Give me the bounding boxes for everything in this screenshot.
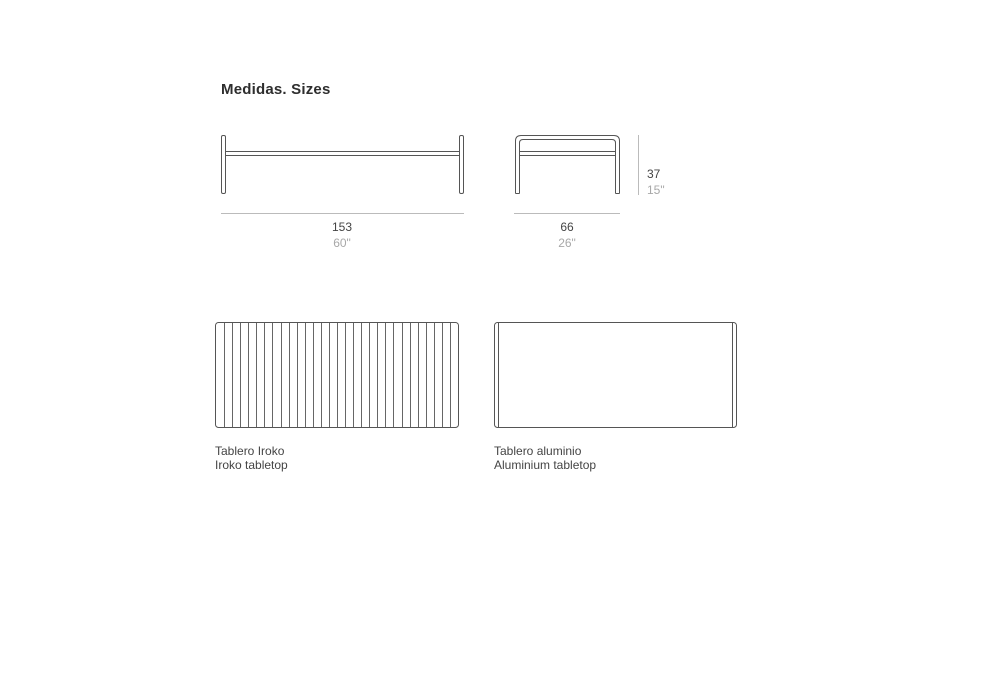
- front-left-leg: [222, 136, 226, 194]
- aluminium-tabletop-outline: [495, 323, 737, 428]
- side-outer-frame: [516, 136, 620, 194]
- front-elevation: [222, 136, 464, 194]
- iroko-caption: [215, 444, 288, 472]
- side-rail: [520, 152, 616, 156]
- depth-metric: 66: [560, 220, 574, 234]
- height-imperial: 15": [647, 183, 665, 197]
- aluminium-label-es: Tablero aluminio: [494, 444, 582, 458]
- aluminium-label-en: Aluminium tabletop: [494, 458, 597, 472]
- height-metric: 37: [647, 167, 661, 181]
- iroko-slats: [225, 323, 451, 427]
- aluminium-caption: [494, 444, 596, 472]
- length-metric: 153: [331, 220, 353, 234]
- side-inner-frame: [520, 140, 616, 194]
- length-imperial: 60": [333, 236, 351, 250]
- length-dimension: [302, 219, 382, 251]
- depth-imperial: 26": [558, 236, 576, 250]
- aluminium-tabletop-plan: [495, 323, 737, 428]
- side-elevation: [516, 136, 620, 194]
- iroko-label-en: Iroko tabletop: [215, 458, 288, 472]
- page-title: Medidas. Sizes: [221, 81, 331, 98]
- iroko-label-es: Tablero Iroko: [215, 444, 285, 458]
- depth-dimension: [527, 219, 607, 251]
- height-dimension: [647, 166, 665, 198]
- front-right-leg: [460, 136, 464, 194]
- iroko-tabletop-plan: [216, 323, 459, 428]
- front-rail: [226, 152, 460, 156]
